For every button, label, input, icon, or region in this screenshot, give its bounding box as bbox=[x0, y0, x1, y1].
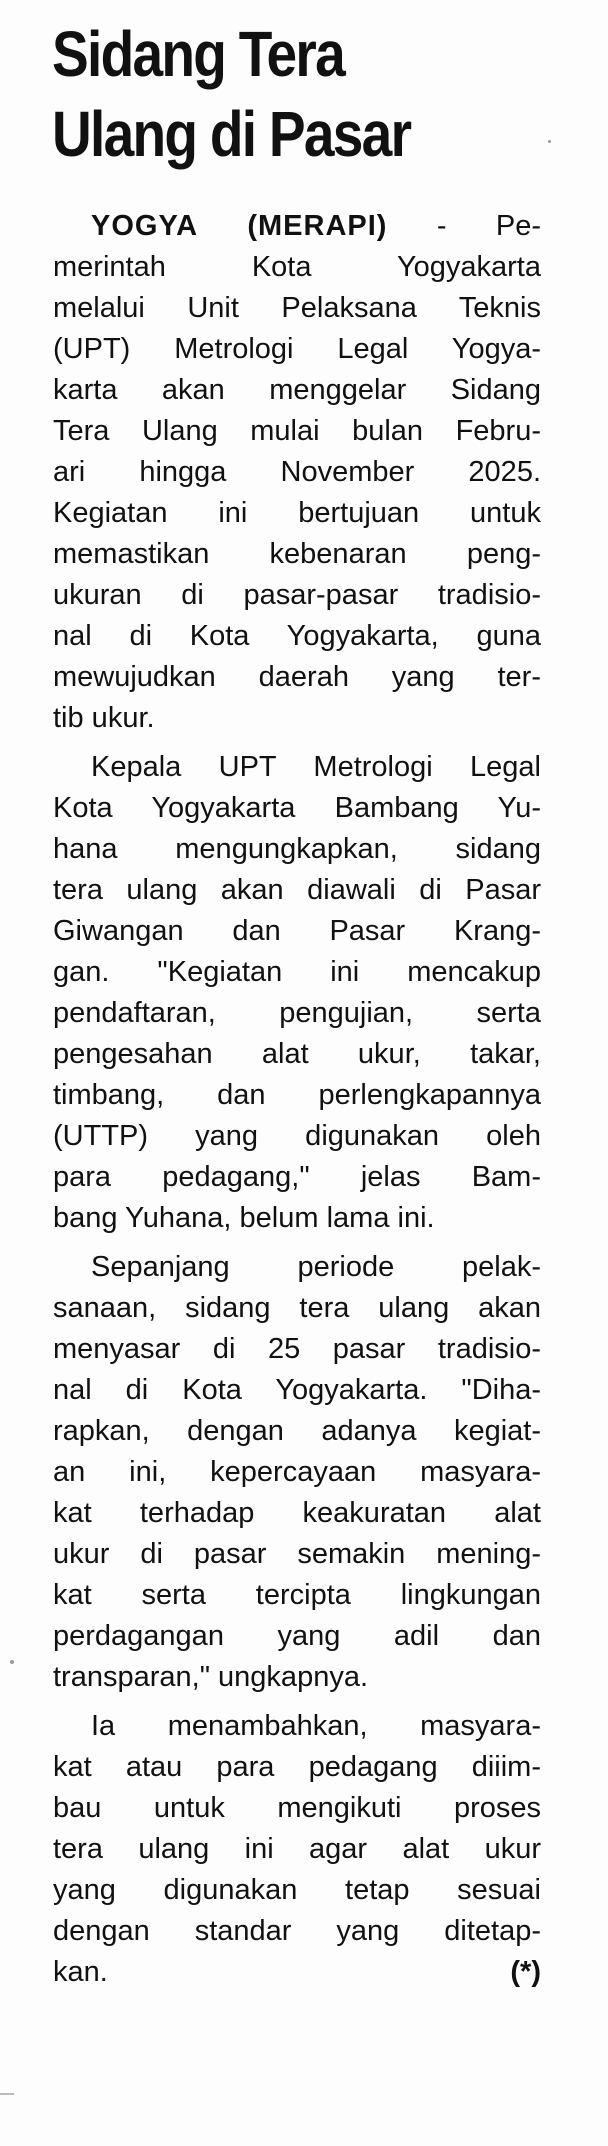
paragraph-line: (UTTP) yang digunakan oleh bbox=[53, 1120, 541, 1152]
paragraph-line: merintah Kota Yogyakarta bbox=[53, 251, 541, 283]
paragraph-line: kat serta tercipta lingkungan bbox=[53, 1579, 541, 1611]
paragraph bbox=[53, 747, 541, 1239]
paragraph-line: (UPT) Metrologi Legal Yogya- bbox=[53, 333, 541, 365]
paragraph-line: Tera Ulang mulai bulan Febru- bbox=[53, 415, 541, 447]
paragraph-line: Kegiatan ini bertujuan untuk bbox=[53, 497, 541, 529]
paragraph-line: rapkan, dengan adanya kegiat- bbox=[53, 1415, 541, 1447]
paragraph-line: nal di Kota Yogyakarta. "Diha- bbox=[53, 1374, 541, 1406]
paragraph-line: melalui Unit Pelaksana Teknis bbox=[53, 292, 541, 324]
paragraph-line: menyasar di 25 pasar tradisio- bbox=[53, 1333, 541, 1365]
paragraph-line: pendaftaran, pengujian, serta bbox=[53, 997, 541, 1029]
paragraph-line: sanaan, sidang tera ulang akan bbox=[53, 1292, 541, 1324]
paragraph-line: mewujudkan daerah yang ter- bbox=[53, 661, 541, 693]
paragraph bbox=[53, 1247, 541, 1698]
paragraph-line: memastikan kebenaran peng- bbox=[53, 538, 541, 570]
line-text: Pe- bbox=[495, 210, 541, 242]
paragraph-line: kat atau para pedagang diiim- bbox=[53, 1751, 541, 1783]
scan-edge-mark bbox=[0, 2093, 14, 2095]
paragraph-line: para pedagang," jelas Bam- bbox=[53, 1161, 541, 1193]
paragraph-line: perdagangan yang adil dan bbox=[53, 1620, 541, 1652]
paragraph-line: an ini, kepercayaan masyara- bbox=[53, 1456, 541, 1488]
paragraph bbox=[53, 1706, 541, 1993]
headline-line: Ulang di Pasar bbox=[52, 98, 411, 170]
paragraph-line: ari hingga November 2025. bbox=[53, 456, 541, 488]
paragraph-line bbox=[53, 206, 541, 247]
paragraph-line: Kepala UPT Metrologi Legal bbox=[91, 751, 541, 783]
paragraph-line: pengesahan alat ukur, takar, bbox=[53, 1038, 541, 1070]
paragraph-line: gan. "Kegiatan ini mencakup bbox=[53, 956, 541, 988]
paragraph-line: tera ulang akan diawali di Pasar bbox=[53, 874, 541, 906]
headline-line: Sidang Tera bbox=[52, 18, 345, 90]
dateline: YOGYA (MERAPI) bbox=[91, 210, 388, 242]
paragraph-line: Giwangan dan Pasar Krang- bbox=[53, 915, 541, 947]
paragraph-line: Ia menambahkan, masyara- bbox=[91, 1710, 541, 1742]
paragraph-line bbox=[53, 1952, 541, 1993]
article-headline bbox=[52, 14, 499, 174]
paragraph-line: bang Yuhana, belum lama ini. bbox=[53, 1202, 435, 1234]
scan-speck bbox=[548, 140, 551, 143]
paragraph-line: transparan," ungkapnya. bbox=[53, 1661, 369, 1693]
scan-speck bbox=[10, 1660, 14, 1664]
paragraph-line: nal di Kota Yogyakarta, guna bbox=[53, 620, 541, 652]
paragraph-line: ukur di pasar semakin mening- bbox=[53, 1538, 541, 1570]
paragraph-line: dengan standar yang ditetap- bbox=[53, 1915, 541, 1947]
paragraph-line: kat terhadap keakuratan alat bbox=[53, 1497, 541, 1529]
signoff-mark: (*) bbox=[510, 1956, 541, 1988]
paragraph bbox=[53, 206, 541, 739]
paragraph-line: yang digunakan tetap sesuai bbox=[53, 1874, 541, 1906]
line-text: kan. bbox=[53, 1956, 108, 1988]
paragraph-line: ukuran di pasar-pasar tradisio- bbox=[53, 579, 541, 611]
paragraph-line: hana mengungkapkan, sidang bbox=[53, 833, 541, 865]
paragraph-line: tera ulang ini agar alat ukur bbox=[53, 1833, 541, 1865]
paragraph-line: timbang, dan perlengkapannya bbox=[53, 1079, 541, 1111]
paragraph-line: Sepanjang periode pelak- bbox=[91, 1251, 541, 1283]
paragraph-line: bau untuk mengikuti proses bbox=[53, 1792, 541, 1824]
dateline-dash: - bbox=[436, 210, 447, 242]
article-body bbox=[53, 206, 541, 2001]
paragraph-line: tib ukur. bbox=[53, 702, 155, 734]
paragraph-line: karta akan menggelar Sidang bbox=[53, 374, 541, 406]
paragraph-line: Kota Yogyakarta Bambang Yu- bbox=[53, 792, 541, 824]
